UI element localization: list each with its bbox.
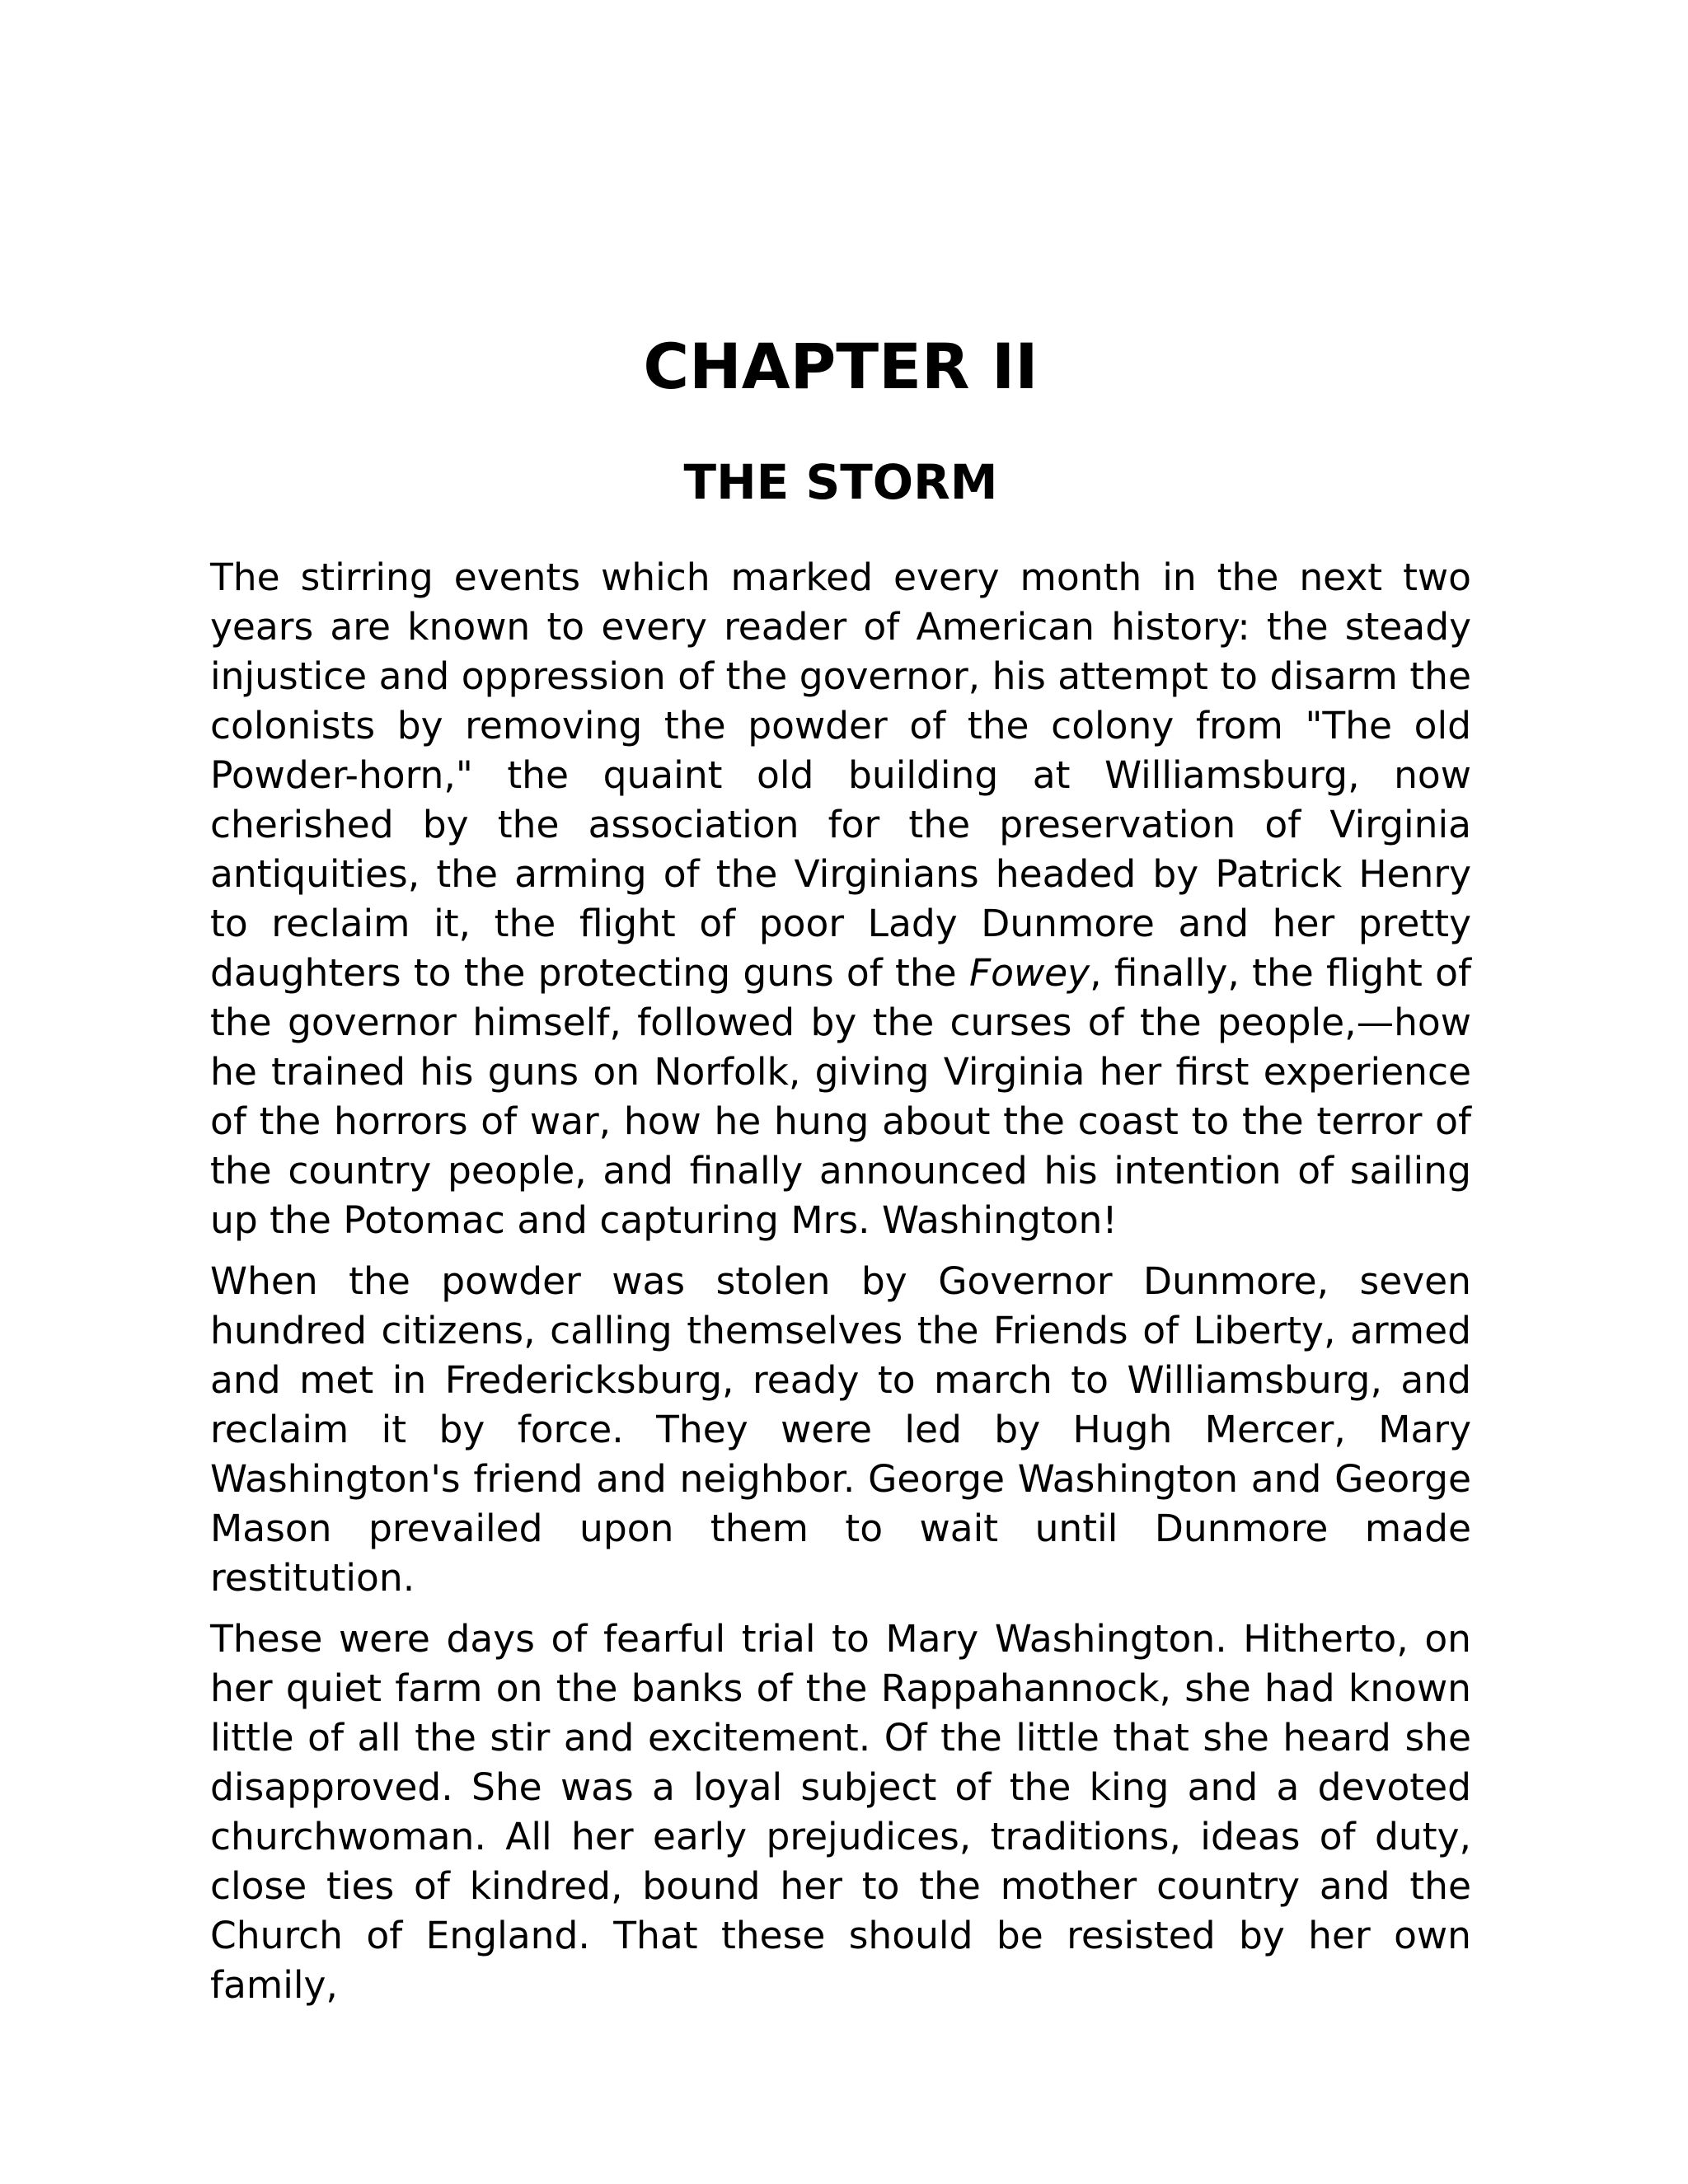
book-page xyxy=(210,326,1471,2022)
ship-name-italic: Fowey xyxy=(968,951,1090,995)
paragraph-3: These were days of fearful trial to Mary Washington. Hitherto, on her quiet farm on the banks of the Rappahannock, she had known little of all the stir and excitement. Of the little that she heard she disapproved. She was a loyal subject of the king and a devoted churchwoman. All her early prejudices, traditions, ideas of duty, close ties of kindred, bound her to the mother country and the Church of England. That these should be resisted by her own family, xyxy=(210,1617,1471,2007)
chapter-body xyxy=(210,553,1471,2010)
paragraph-1-text-start: The stirring events which marked every month in the next two years are known to every reader of American history: the steady injustice and oppression of the governor, his attempt to disarm the colonists by removing the powder of the colony from "The old Powder-horn," the quaint old building at Williamsburg, now cherished by the association for the preservation of Virginia antiquities, the arming of the Virginians headed by Patrick Henry to reclaim it, the flight of poor Lady Dunmore and her pretty daughters to the protecting guns of the xyxy=(210,555,1471,995)
paragraph-1-text-end: , finally, the flight of the governor himself, followed by the curses of the people,—how he trained his guns on Norfolk, giving Virginia her first experience of the horrors of war, how he hung about the coast to the terror of the country people, and finally announced his intention of sailing up the Potomac and capturing Mrs. Washington! xyxy=(210,951,1471,1242)
paragraph-2: When the powder was stolen by Governor Dunmore, seven hundred citizens, calling themselves the Friends of Liberty, armed and met in Fredericksburg, ready to march to Williamsburg, and reclaim it by force. They were led by Hugh Mercer, Mary Washington's friend and neighbor. George Washington and George Mason prevailed upon them to wait until Dunmore made restitution. xyxy=(210,1259,1471,1600)
chapter-title-heading: THE STORM xyxy=(683,454,998,510)
chapter-number-heading: CHAPTER II xyxy=(643,330,1039,403)
paragraph-1 xyxy=(210,553,1471,1245)
